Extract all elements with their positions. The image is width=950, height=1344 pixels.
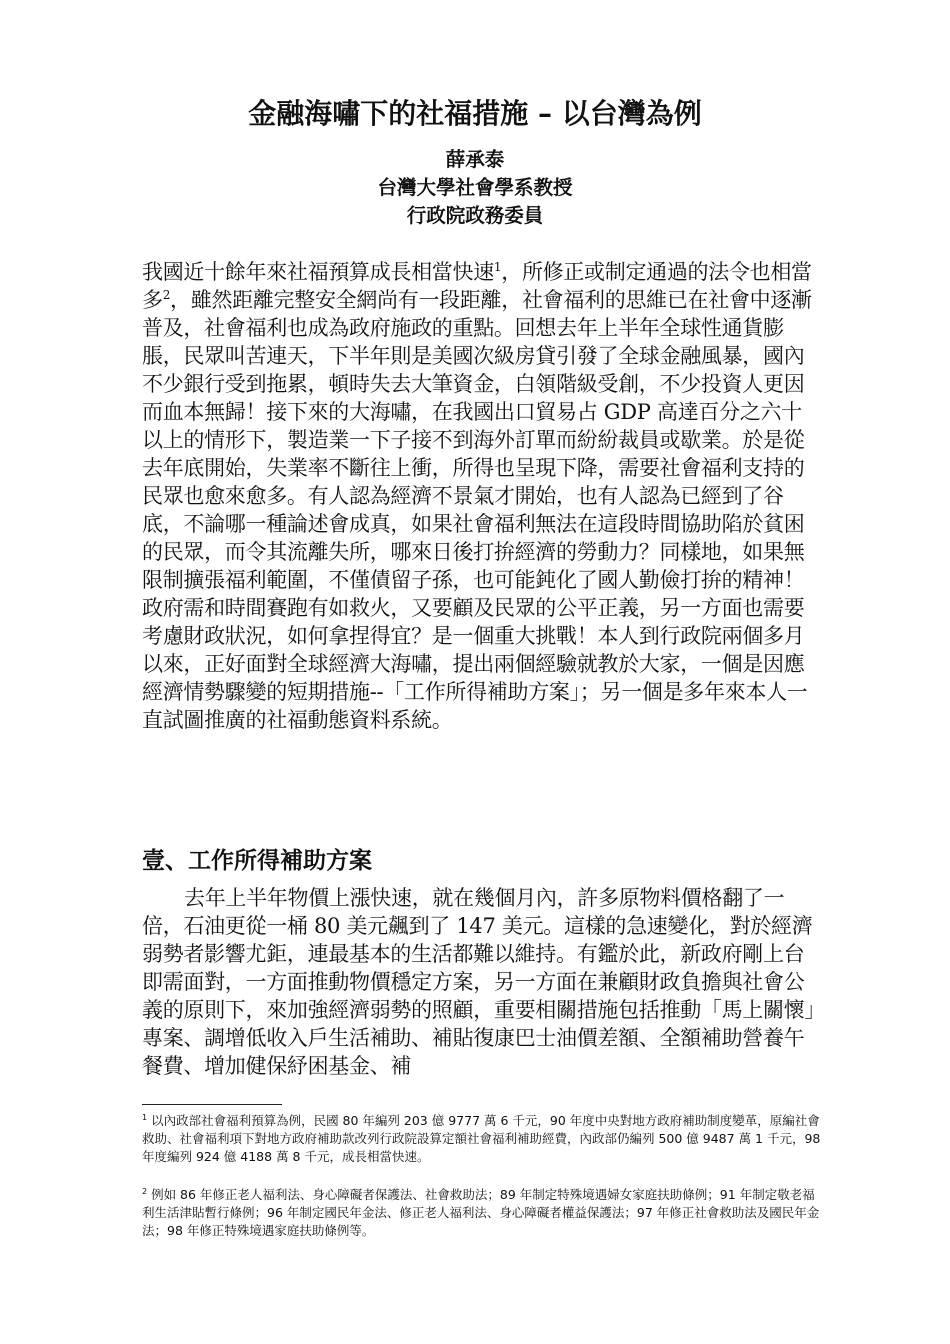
footnote-ref-1: 1 [493, 260, 502, 274]
intro-text-1: 我國近十餘年來社福預算成長相當快速 [142, 260, 494, 284]
section-1-heading: 壹、工作所得補助方案 [142, 847, 372, 874]
footnote-2 [142, 1186, 822, 1240]
footnote-2-mark: 2 [142, 1186, 148, 1196]
footnote-divider [142, 1104, 282, 1105]
author-name: 薛承泰 [445, 148, 505, 171]
footnote-ref-2: 2 [162, 288, 171, 302]
intro-text-2: ，所修正或制定通過的法令也相當多 [142, 260, 812, 312]
intro-paragraph [142, 258, 820, 734]
footnote-1 [142, 1112, 822, 1166]
author-position-2: 行政院政務委員 [406, 204, 544, 227]
intro-text-3: ，雖然距離完整安全網尚有一段距離，社會福利的思維已在社會中逐漸普及，社會福利也成為政府施政的重點。回想去年上半年全球性通貨膨脹，民眾叫苦連天，下半年則是美國次級房貸引發了全球金融風暴，國內不少銀行受到拖累，頓時失去大筆資金，白領階級受創，不少投資人更因而血本無歸！接下來的大海嘯，在我國出口貿易占 GDP 高達百分之六十以上的情形下，製造業一下子接不到海外訂單而紛紛裁員或歇業。於是從去年底開始，失業率不斷往上衝，所得也呈現下降，需要社會福利支持的民眾也愈來愈多。有人認為經濟不景氣才開始，也有人認為已經到了谷底，不論哪一種論述會成真，如果社會福利無法在這段時間協助陷於貧困的民眾，而令其流離失所，哪來日後打拚經濟的勞動力？同樣地，如果無限制擴張福利範圍，不僅債留子孫，也可能鈍化了國人勤儉打拚的精神！政府需和時間賽跑有如救火，又要顧及民眾的公平正義，另一方面也需要考慮財政狀況，如何拿捏得宜？是一個重大挑戰！本人到行政院兩個多月以來，正好面對全球經濟大海嘯，提出兩個經驗就教於大家，一個是因應經濟情勢驟變的短期措施--「工作所得補助方案」；另一個是多年來本人一直試圖推廣的社福動態資料系統。 [142, 288, 812, 732]
footnote-1-mark: 1 [142, 1112, 148, 1122]
author-position-1: 台灣大學社會學系教授 [377, 176, 573, 199]
document-title: 金融海嘯下的社福措施 – 以台灣為例 [248, 97, 702, 130]
footnote-2-text: 例如 86 年修正老人福利法、身心障礙者保護法、社會救助法；89 年制定特殊境遇婦女家庭扶助條例；91 年制定敬老福利生活津貼暫行條例；96 年制定國民年金法、修正老人福利法、身心障礙者權益保護法；97 年修正社會救助法及國民年金法；98 年修正特殊境遇家庭扶助條例等。 [142, 1187, 820, 1238]
footnote-1-text: 以內政部社會福利預算為例，民國 80 年編列 203 億 9777 萬 6 千元，90 年度中央對地方政府補助制度變革，原編社會救助、社會福利項下對地方政府補助款改列行政院設算定額社會福利補助經費，內政部仍編列 500 億 9487 萬 1 千元，98 年度編列 924 億 4188 萬 8 千元，成長相當快速。 [142, 1113, 821, 1164]
section-1-paragraph: 去年上半年物價上漲快速，就在幾個月內，許多原物料價格翻了一倍，石油更從一桶 80 美元飆到了 147 美元。這樣的急速變化，對於經濟弱勢者影響尤鉅，連最基本的生活都難以維持。有鑑於此，新政府剛上台即需面對，一方面推動物價穩定方案，另一方面在兼顧財政負擔與社會公義的原則下，來加強經濟弱勢的照顧，重要相關措施包括推動「馬上關懷」專案、調增低收入戶生活補助、補貼復康巴士油價差額、全額補助營養午餐費、增加健保紓困基金、補 [142, 886, 815, 1078]
